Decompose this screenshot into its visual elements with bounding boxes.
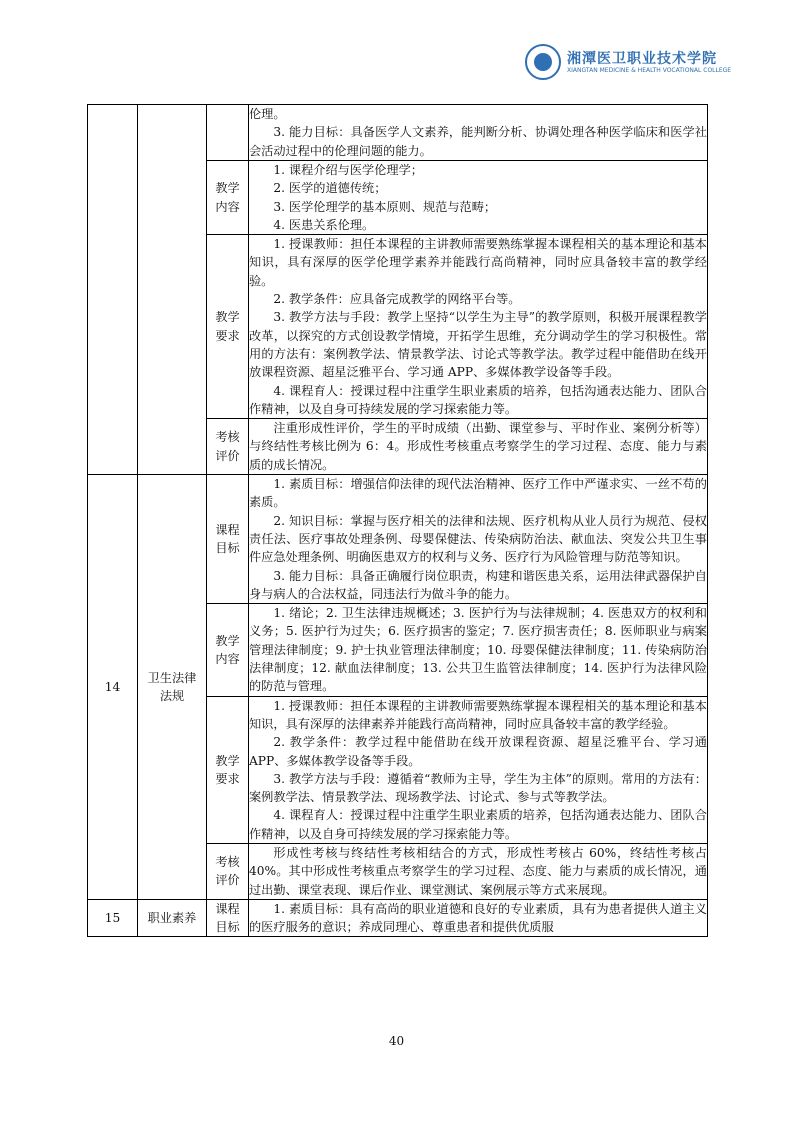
content-line: 1. 课程介绍与医学伦理学； xyxy=(273,163,423,177)
content-cell xyxy=(249,604,708,696)
course-name-cell xyxy=(138,475,207,900)
page-number: 40 xyxy=(388,1034,405,1048)
course-name-cell xyxy=(138,105,207,475)
content-line: 3. 医学伦理学的基本原则、规范与范畴； xyxy=(273,199,497,214)
course-number-cell: 15 xyxy=(88,899,138,937)
requirement-line: 4. 课程育人：授课过程中注重学生职业素质的培养，包括沟通表达能力、团队合作精神，以及自身可持续发展的学习探索能力等。 xyxy=(249,383,707,416)
goal-content-cell xyxy=(249,899,708,937)
table-row xyxy=(88,899,708,937)
goal-content-cell xyxy=(249,475,708,604)
content-line: 4. 医患关系伦理。 xyxy=(273,217,375,232)
section-label-cell xyxy=(207,696,249,843)
evaluation-text: 形成性考核与终结性考核相结合的方式，形成性考核占 60%，终结性考核占 40%。其中形成性考核重点考察学生的学习过程、态度、能力与素质的成长情况，通过出勤、课堂表现、课后作业、课堂测试、案例展示等方式来展现。 xyxy=(249,845,707,897)
section-label: 考核评价 xyxy=(215,855,240,888)
section-label-cell xyxy=(207,235,249,419)
table-row xyxy=(88,105,708,161)
section-label-cell xyxy=(207,899,249,937)
goal-line: 3. 能力目标：具备医学人文素养，能判断分析、协调处理各种医学临床和医学社会活动过程中的伦理问题的能力。 xyxy=(249,125,707,158)
section-label: 教学要求 xyxy=(215,753,240,786)
goal-text: 1. 素质目标：具有高尚的职业道德和良好的专业素质，具有为患者提供人道主义的医疗服务的意识；养成同理心、尊重患者和提供优质服 xyxy=(249,901,707,935)
logo-emblem-icon xyxy=(525,44,561,80)
course-name: 卫生法律法规 xyxy=(147,670,197,703)
evaluation-cell xyxy=(249,419,708,475)
requirement-cell xyxy=(249,696,708,843)
content-line: 2. 医学的道德传统； xyxy=(273,181,387,196)
requirement-line: 4. 课程育人：授课过程中注重学生职业素质的培养，包括沟通表达能力、团队合作精神，以及自身可持续发展的学习探索能力等。 xyxy=(249,808,707,841)
requirement-line: 3. 教学方法与手段：教学上坚持“以学生为主导”的教学原则，积极开展课程教学改革，以探究的方式创设教学情境，开拓学生思维，充分调动学生的学习积极性。常用的方法有：案例教学法、情景教学法、讨论式等教学法。教学过程中能借助在线开放课程资源、超星泛雅平台、学习通 APP、多媒体教学设备等手段。 xyxy=(249,310,707,380)
section-label: 课程目标 xyxy=(215,522,240,556)
requirement-line: 2. 教学条件：应具备完成教学的网络平台等。 xyxy=(273,292,521,307)
goal-line: 1. 素质目标：增强信仰法律的现代法治精神、医疗工作中严谨求实、一丝不苟的素质。 xyxy=(249,477,707,510)
school-logo xyxy=(525,44,732,82)
course-number-cell xyxy=(88,105,138,475)
evaluation-text: 注重形成性评价，学生的平时成绩（出勤、课堂参与、平时作业、案例分析等）与终结性考核比例为 6：4。形成性考核重点考察学生的学习过程、态度、能力与素质的成长情况。 xyxy=(249,421,707,472)
section-label-cell xyxy=(207,604,249,696)
content-text: 1. 绪论；2. 卫生法律违规概述；3. 医护行为与法律规制；4. 医患双方的权利和义务；5. 医护行为过失；6. 医疗损害的鉴定；7. 医疗损害责任；8. 医师职业与病案管理法律制度；9. 护士执业管理法律制度；10. 母婴保健法律制度；11. 传染病防治法律制度；12. 献血法律制度；13. 公共卫生监管法律制度；14. 医护行为法律风险的防范与管理。 xyxy=(249,606,707,694)
school-name-en: XIANGTAN MEDICINE & HEALTH VOCATIONAL COLLEGE xyxy=(567,67,732,74)
section-label: 教学要求 xyxy=(215,310,240,343)
goal-line: 伦理。 xyxy=(249,107,286,122)
goal-content-cell xyxy=(249,105,708,161)
requirement-line: 1. 授课教师：担任本课程的主讲教师需要熟练掌握本课程相关的基本理论和基本知识，具有深厚的法律素养并能践行高尚精神，同时应具备较丰富的教学经验。 xyxy=(249,698,707,731)
section-label-cell xyxy=(207,475,249,604)
requirement-cell xyxy=(249,235,708,419)
section-label: 考核评价 xyxy=(215,430,240,463)
content-cell xyxy=(249,161,708,235)
evaluation-cell xyxy=(249,843,708,899)
section-label: 课程目标 xyxy=(215,901,240,935)
requirement-line: 2. 教学条件：教学过程中能借助在线开放课程资源、超星泛雅平台、学习通 APP、多媒体教学设备等手段。 xyxy=(249,735,707,768)
section-label-cell xyxy=(207,105,249,161)
requirement-line: 3. 教学方法与手段：遵循着“教师为主导，学生为主体”的原则。常用的方法有：案例教学法、情景教学法、现场教学法、讨论式、参与式等教学法。 xyxy=(249,771,707,805)
course-name-cell: 职业素养 xyxy=(138,899,207,937)
section-label: 教学内容 xyxy=(215,633,240,666)
school-name-cn: 湘潭医卫职业技术学院 xyxy=(567,51,717,67)
table-row xyxy=(88,475,708,604)
section-label: 教学内容 xyxy=(215,181,240,214)
curriculum-table xyxy=(87,104,708,937)
goal-line: 3. 能力目标：具备正确履行岗位职责，构建和谐医患关系，运用法律武器保护自身与病人的合法权益，同违法行为做斗争的能力。 xyxy=(249,568,707,601)
requirement-line: 1. 授课教师：担任本课程的主讲教师需要熟练掌握本课程相关的基本理论和基本知识，具有深厚的医学伦理学素养并能践行高尚精神，同时应具备较丰富的教学经验。 xyxy=(249,237,707,288)
course-number-cell: 14 xyxy=(88,475,138,900)
goal-line: 2. 知识目标：掌握与医疗相关的法律和法规、医疗机构从业人员行为规范、侵权责任法、医疗事故处理条例、母婴保健法、传染病防治法、献血法、突发公共卫生事件应急处理条例、明确医患双方的权利与义务、医疗行为风险管理与防范等知识。 xyxy=(249,513,707,565)
section-label-cell xyxy=(207,843,249,899)
section-label-cell xyxy=(207,419,249,475)
section-label-cell xyxy=(207,161,249,235)
